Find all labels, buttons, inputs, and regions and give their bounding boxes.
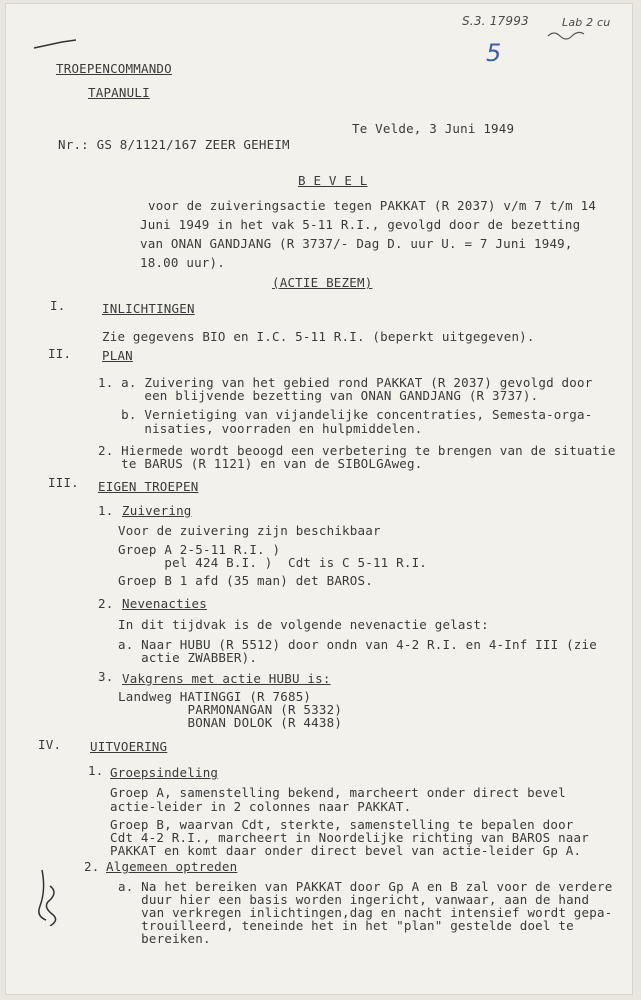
groep-b-line-3: PAKKAT en komt daar onder direct bevel van actie-leider Gp A. xyxy=(110,843,582,858)
groep-a-line-2: actie-leider in 2 colonnes naar PAKKAT. xyxy=(110,799,412,814)
operation-code-name: (ACTIE BEZEM) xyxy=(272,275,373,290)
nevenacties-line-1: In dit tijdvak is de volgende nevenactie gelast: xyxy=(118,617,489,632)
zuivering-line-1: Voor de zuivering zijn beschikbaar xyxy=(118,523,381,538)
plan-1a-line-1: 1. a. Zuivering van het gebied rond PAKKAT (R 2037) gevolgd door xyxy=(98,375,593,390)
document-heading: B E V E L xyxy=(298,173,368,188)
groep-a-line-1: Groep A, samenstelling bekend, marcheert onder direct bevel xyxy=(110,785,566,800)
section-4-title: UITVOERING xyxy=(90,739,168,754)
section-1-number: I. xyxy=(50,298,66,313)
optreden-line-5: bereiken. xyxy=(118,931,211,946)
archive-note: Lab 2 cu xyxy=(562,16,611,29)
intro-line-2: Juni 1949 in het vak 5-11 R.I., gevolgd door de bezetting xyxy=(140,217,581,232)
unit-line-1: TROEPENCOMMANDO xyxy=(56,61,172,76)
optreden-line-1: a. Na het bereiken van PAKKAT door Gp A en B zal voor de verdere xyxy=(118,879,613,894)
optreden-line-3: van verkregen inlichtingen,dag en nacht intensief wordt gepa- xyxy=(118,905,613,920)
sub-4-1-title: Groepsindeling xyxy=(110,765,219,780)
optreden-line-4: trouilleerd, teneinde het in het "plan" gestelde doel te xyxy=(118,918,574,933)
zuivering-line-4: Groep B 1 afd (35 man) det BAROS. xyxy=(118,573,373,588)
intro-line-4: 18.00 uur). xyxy=(140,255,225,270)
sub-1-title: Zuivering xyxy=(122,503,192,518)
zuivering-line-3: pel 424 B.I. ) Cdt is C 5-11 R.I. xyxy=(118,555,428,570)
zuivering-line-2: Groep A 2-5-11 R.I. ) xyxy=(118,542,281,557)
archive-number: S.3. 17993 xyxy=(462,14,529,28)
section-3-title: EIGEN TROEPEN xyxy=(98,479,199,494)
plan-1a-line-2: een blijvende bezetting van ONAN GANDJANG (R 3737). xyxy=(98,388,539,403)
reference-number: Nr.: GS 8/1121/167 ZEER GEHEIM xyxy=(58,137,290,152)
plan-2-line-2: te BARUS (R 1121) en van de SIBOLGAweg. xyxy=(98,456,423,471)
section-2-title: PLAN xyxy=(102,348,133,363)
sub-2-number: 2. xyxy=(98,596,114,611)
vakgrens-line-1: Landweg HATINGGI (R 7685) xyxy=(118,689,312,704)
sub-3-number: 3. xyxy=(98,669,114,684)
vakgrens-line-2: PARMONANGAN (R 5332) xyxy=(118,702,343,717)
sub-4-2-title: Algemeen optreden xyxy=(106,859,238,874)
intro-line-1: voor de zuiveringsactie tegen PAKKAT (R 2037) v/m 7 t/m 14 xyxy=(148,198,597,213)
optreden-line-2: duur hier een basis worden ingericht, vanwaar, aan de hand xyxy=(118,892,590,907)
groep-b-line-1: Groep B, waarvan Cdt, sterkte, samenstelling te bepalen door xyxy=(110,817,574,832)
margin-scribble xyxy=(28,866,68,926)
plan-1b-line-1: b. Vernietiging van vijandelijke concentraties, Semesta-orga- xyxy=(98,407,593,422)
sub-4-1-number: 1. xyxy=(88,763,104,778)
document-page xyxy=(6,4,632,994)
sub-1-number: 1. xyxy=(98,503,114,518)
section-2-number: II. xyxy=(48,346,72,361)
groep-b-line-2: Cdt 4-2 R.I., marcheert in Noordelijke richting van BAROS naar xyxy=(110,830,589,845)
intro-line-3: van ONAN GANDJANG (R 3737/- Dag D. uur U. = 7 Juni 1949, xyxy=(140,236,573,251)
unit-line-2: TAPANULI xyxy=(88,85,150,100)
place-date: Te Velde, 3 Juni 1949 xyxy=(352,121,515,136)
section-1-text: Zie gegevens BIO en I.C. 5-11 R.I. (beperkt uitgegeven). xyxy=(102,329,535,344)
sub-3-title: Vakgrens met actie HUBU is: xyxy=(122,671,331,686)
nevenacties-line-3: actie ZWABBER). xyxy=(118,650,258,665)
sub-2-title: Nevenacties xyxy=(122,596,207,611)
section-4-number: IV. xyxy=(38,737,62,752)
vakgrens-line-3: BONAN DOLOK (R 4438) xyxy=(118,715,343,730)
plan-1b-line-2: nisaties, voorraden en hulpmiddelen. xyxy=(98,421,423,436)
page-mark: 5 xyxy=(486,39,502,67)
pen-mark xyxy=(32,38,82,52)
nevenacties-line-2: a. Naar HUBU (R 5512) door ondn van 4-2 R.I. en 4-Inf III (zie xyxy=(118,637,597,652)
plan-2-line-1: 2. Hiermede wordt beoogd een verbetering te brengen van de situatie xyxy=(98,443,616,458)
sub-4-2-number: 2. xyxy=(84,859,100,874)
section-1-title: INLICHTINGEN xyxy=(102,301,195,316)
handwritten-scribble xyxy=(546,30,586,42)
section-3-number: III. xyxy=(48,475,79,490)
